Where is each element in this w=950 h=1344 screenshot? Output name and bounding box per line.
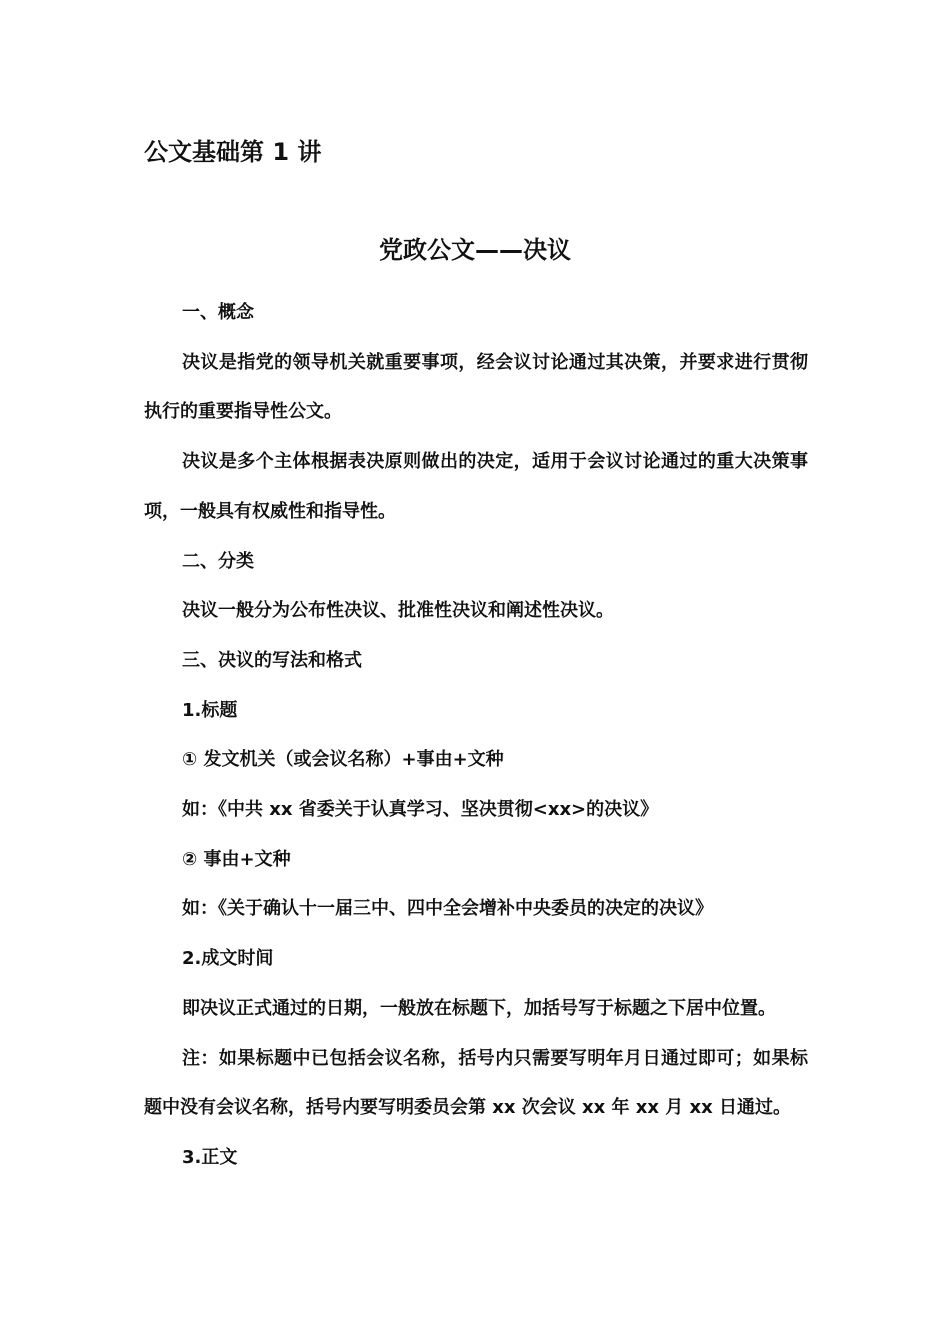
example-title-form-2: 如：《关于确认十一届三中、四中全会增补中央委员的决定的决议》	[182, 898, 713, 920]
paragraph-date: 即决议正式通过的日期，一般放在标题下，加括号写于标题之下居中位置。	[182, 997, 776, 1019]
note-date: 注：如果标题中已包括会议名称，括号内只需要写明年月日通过即可；如果标题中没有会议名称，括号内要写明委员会第 xx 次会议 xx 年 xx 月 xx 日通过。	[144, 1047, 808, 1119]
paragraph-definition: 决议是指党的领导机关就重要事项，经会议讨论通过其决策，并要求进行贯彻执行的重要指导性公文。	[144, 351, 808, 423]
document-header: 公文基础第 1 讲	[144, 138, 322, 166]
document-title: 党政公文——决议	[379, 236, 571, 264]
list-item-title-form-1: ① 发文机关（或会议名称）+事由+文种	[182, 749, 504, 771]
section-heading-format: 三、决议的写法和格式	[182, 649, 362, 671]
paragraph-applicability: 决议是多个主体根据表决原则做出的决定，适用于会议讨论通过的重大决策事项，一般具有权威性和指导性。	[144, 451, 808, 522]
subheading-title: 1.标题	[182, 699, 238, 721]
document-body	[144, 288, 808, 1183]
paragraph-classification: 决议一般分为公布性决议、批准性决议和阐述性决议。	[182, 600, 614, 622]
section-heading-classification: 二、分类	[182, 550, 254, 572]
list-item-title-form-2: ② 事由+文种	[182, 848, 291, 870]
example-title-form-1: 如：《中共 xx 省委关于认真学习、坚决贯彻<xx>的决议》	[182, 799, 659, 821]
section-heading-concept: 一、概念	[182, 302, 254, 323]
subheading-body: 3.正文	[182, 1146, 238, 1168]
subheading-date: 2.成文时间	[182, 948, 274, 970]
